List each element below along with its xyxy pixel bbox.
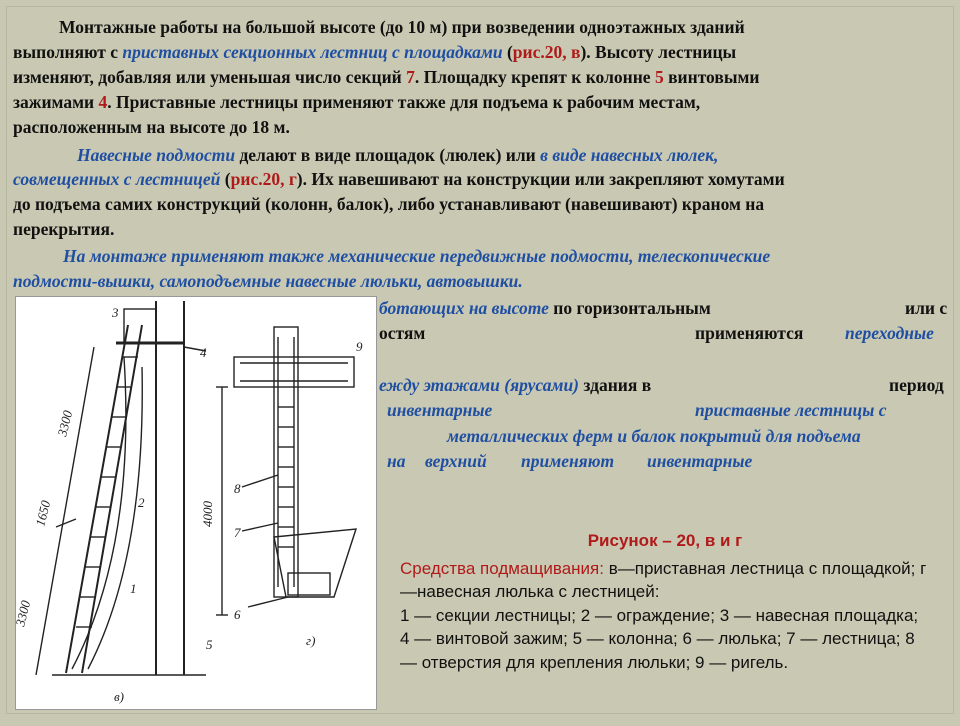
- p4-line6-a: на: [387, 451, 406, 471]
- cradle-ladder-rungs: [278, 407, 294, 547]
- label-2: 2: [138, 495, 145, 510]
- ladder-railing: [72, 357, 126, 669]
- label-3: 3: [112, 305, 119, 320]
- p3-line1: На монтаже применяют также механические передвижные подмости, телескопические: [63, 246, 771, 266]
- p4-line6-b: верхний: [425, 451, 487, 471]
- caption-title: Рисунок – 20, в и г: [587, 531, 743, 550]
- dim-3300-top: 3300: [54, 408, 76, 438]
- p4-line1: ботающих на высоте по горизонтальным: [379, 298, 711, 318]
- p4-line2-c: переходные: [845, 323, 934, 343]
- caption-text-2: 1 — секции лестницы; 2 — ограждение; 3 — навесная площадка; 4 — винтовой зажим; 5 — колонна; 6 — люлька; 7 — лестница; 8 — отверстия для крепления люльки; 9 — ригель.: [400, 605, 919, 672]
- p2-line4: перекрытия.: [13, 219, 115, 239]
- label-5: 5: [206, 637, 213, 652]
- label-9: 9: [356, 339, 363, 354]
- label-g: г): [306, 633, 316, 648]
- p2-line2: совмещенных с лестницей (рис.20, г). Их навешивают на конструкции или закрепляют хомутами: [13, 169, 785, 189]
- technical-drawing: [12, 296, 377, 710]
- label-8: 8: [234, 481, 241, 496]
- drawing-svg: [12, 297, 376, 709]
- p1-line5: расположенным на высоте до 18 м.: [13, 117, 290, 137]
- caption-text-1: в—приставная лестница с площадкой; г—навесная люлька с лестницей:: [400, 558, 927, 602]
- label-4: 4: [200, 345, 207, 360]
- p4-line3-end: период: [889, 375, 944, 395]
- label-v: в): [114, 689, 124, 704]
- dim-3300-bottom: 3300: [12, 598, 34, 628]
- label-1: 1: [130, 581, 137, 596]
- p2-line1: Навесные подмости делают в виде площадок (люлек) или в виде навесных люлек,: [77, 145, 719, 165]
- p1-line3: изменяют, добавляя или уменьшая число секций 7. Площадку крепят к колонне 5 винтовыми: [13, 67, 760, 87]
- p4-line1-end: или с: [905, 298, 948, 318]
- p1-line1: Монтажные работы на большой высоте (до 10 м) при возведении одноэтажных зданий: [59, 17, 745, 37]
- p4-line2-b: применяются: [695, 323, 804, 343]
- p3-line2: подмости-вышки, самоподъемные навесные люльки, автовышки.: [13, 271, 523, 291]
- p1-l2-text: выполняют с приставных секционных лестниц с площадками (рис.20, в). Высоту лестницы: [13, 42, 737, 62]
- p1-line2: [13, 40, 943, 65]
- p4-line4-a: инвентарные: [387, 400, 493, 420]
- ladder-rail-right: [82, 325, 142, 673]
- ladder-railing-inner: [88, 367, 142, 669]
- label-7: 7: [234, 525, 241, 540]
- p4-line4-b: приставные лестницы с: [695, 400, 887, 420]
- p4-line3: ежду этажами (ярусами) здания в: [379, 375, 652, 395]
- figure-caption: [400, 529, 930, 675]
- cradle-basket: [274, 529, 356, 597]
- p4-line5: металлических ферм и балок покрытий для подъема: [447, 426, 861, 446]
- label-6: 6: [234, 607, 241, 622]
- p1-line4: зажимами 4. Приставные лестницы применяют также для подъема к рабочим местам,: [13, 92, 701, 112]
- p2-line3: до подъема самих конструкций (колонн, балок), либо устанавливают (навешивают) краном на: [13, 194, 765, 214]
- dim-4000-label: 4000: [200, 501, 215, 527]
- caption-lead: Средства подмащивания:: [400, 558, 604, 578]
- ladder-rail-left: [66, 325, 128, 673]
- slide: [6, 6, 954, 714]
- p4-line2-a: остям: [379, 323, 426, 343]
- p4-line6-c: применяют: [521, 451, 615, 471]
- dim-1650: 1650: [32, 498, 54, 528]
- p4-line6-d: инвентарные: [647, 451, 753, 471]
